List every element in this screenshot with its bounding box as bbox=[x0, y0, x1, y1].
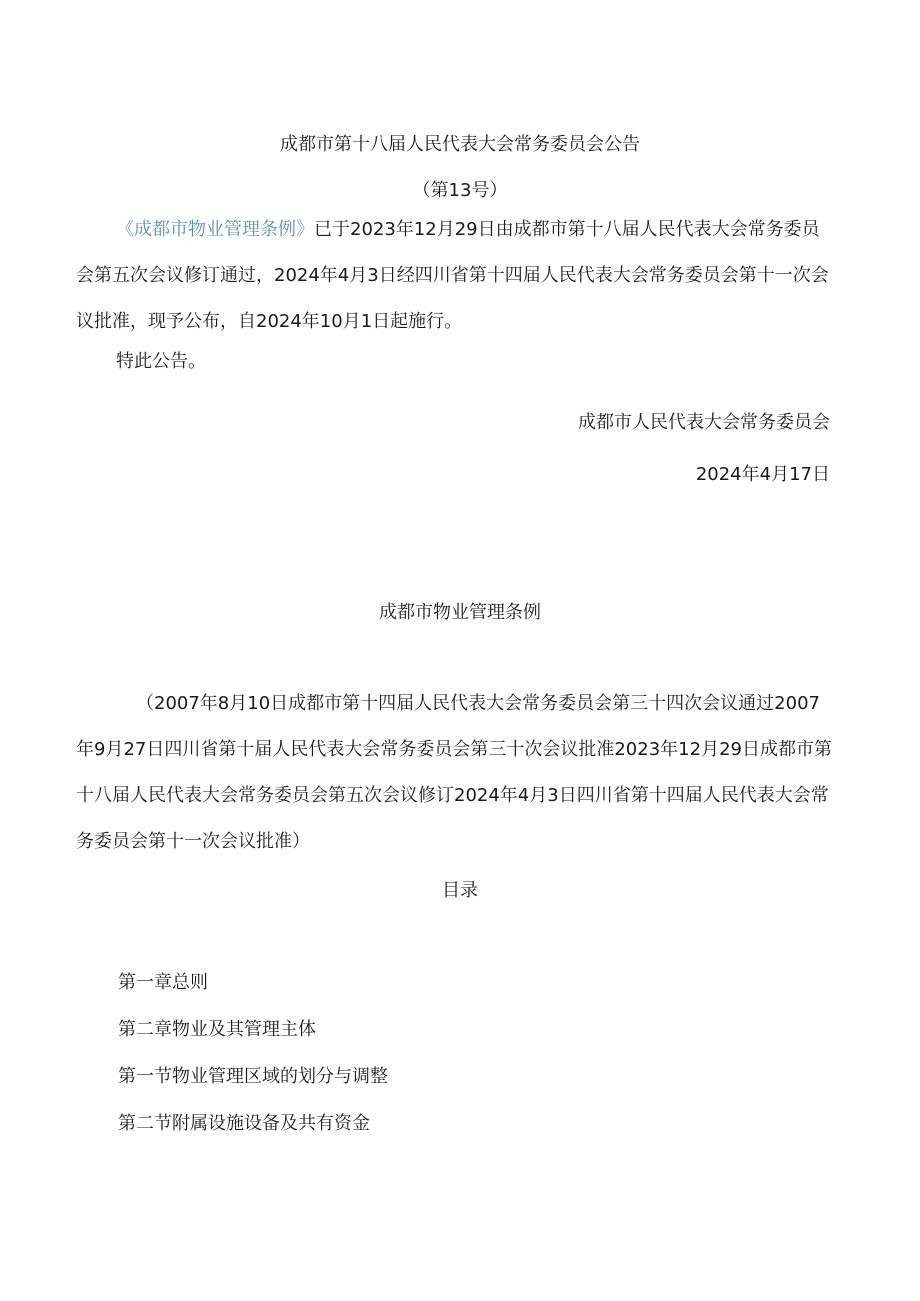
notice-body bbox=[76, 207, 836, 345]
toc-item[interactable]: 第二章物业及其管理主体 bbox=[118, 1019, 316, 1040]
notice-body-text: 已于2023年12月29日由成都市第十八届人民代表大会常务委员会第五次会议修订通过，2024年4月3日经四川省第十四届人民代表大会常务委员会第十一次会议批准，现予公布，自2024年10月1日起施行。 bbox=[76, 219, 829, 332]
notice-closing: 特此公告。 bbox=[116, 351, 206, 372]
regulation-history: （2007年8月10日成都市第十四届人民代表大会常务委员会第三十四次会议通过2007年9月27日四川省第十届人民代表大会常务委员会第三十次会议批准2023年12月29日成都市第十八届人民代表大会常务委员会第五次会议修订2024年4月3日四川省第十四届人民代表大会常务委员会第十一次会议批准） bbox=[76, 693, 832, 852]
regulation-link[interactable]: 《成都市物业管理条例》 bbox=[116, 219, 314, 240]
notice-date: 2024年4月17日 bbox=[695, 464, 830, 485]
regulation-title: 成都市物业管理条例 bbox=[379, 602, 541, 623]
toc-item[interactable]: 第一节物业管理区域的划分与调整 bbox=[118, 1066, 388, 1087]
toc-item[interactable]: 第二节附属设施设备及共有资金 bbox=[118, 1113, 370, 1134]
toc-item[interactable]: 第一章总则 bbox=[118, 972, 208, 993]
notice-number: （第13号） bbox=[412, 180, 508, 201]
notice-title: 成都市第十八届人民代表大会常务委员会公告 bbox=[280, 134, 640, 155]
notice-issuer: 成都市人民代表大会常务委员会 bbox=[578, 412, 830, 433]
toc-heading: 目录 bbox=[442, 880, 478, 901]
